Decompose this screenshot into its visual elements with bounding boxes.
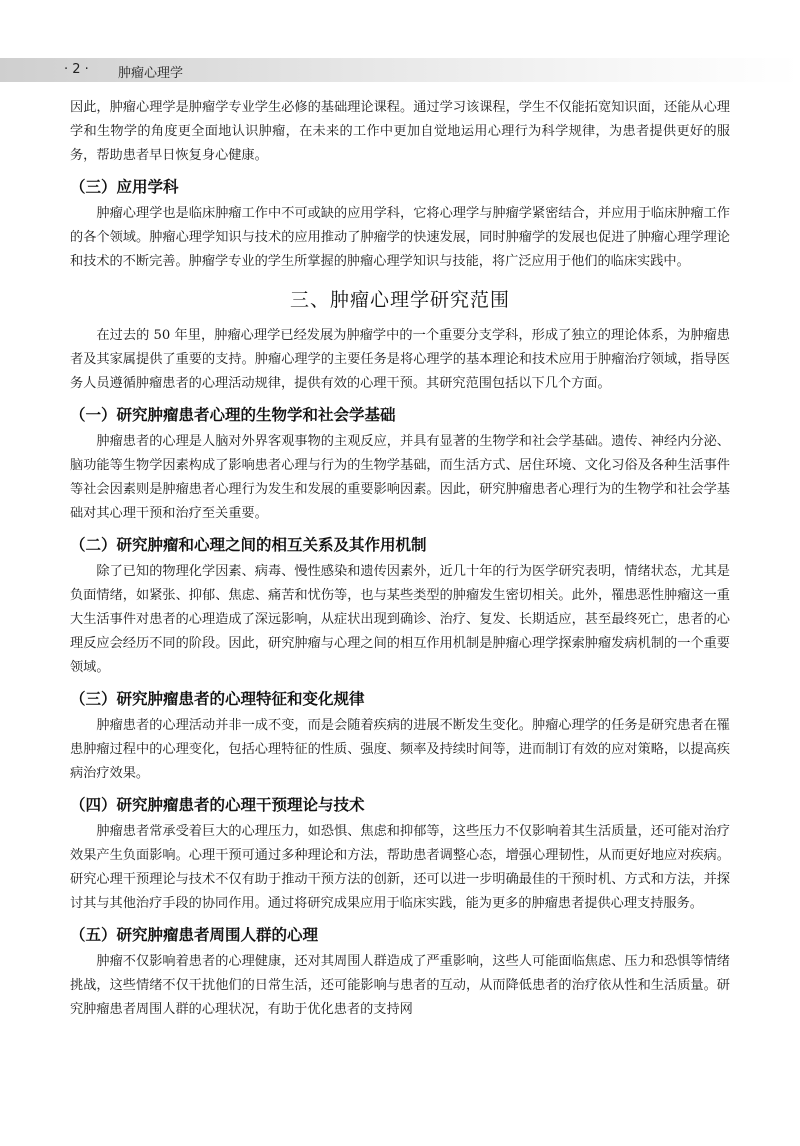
intro-paragraph: 因此，肿瘤心理学是肿瘤学专业学生必修的基础理论课程。通过学习该课程，学生不仅能拓宽知识面，还能从心理学和生物学的角度更全面地认识肿瘤，在未来的工作中更加自觉地运用心理行为科学规律，为患者提供更好的服务，帮助患者早日恢复身心健康。 (70, 100, 730, 163)
subsection-paragraph: 肿瘤患者的心理活动并非一成不变，而是会随着疾病的进展不断发生变化。肿瘤心理学的任务是研究患者在罹患肿瘤过程中的心理变化，包括心理特征的性质、强度、频率及持续时间等，进而制订有效的应对策略，以提高疾病治疗效果。 (70, 718, 730, 781)
running-header (0, 58, 800, 82)
subsection-heading: （一）研究肿瘤患者心理的生物学和社会学基础 (70, 406, 396, 424)
subsection-paragraph: 除了已知的物理化学因素、病毒、慢性感染和遗传因素外，近几十年的行为医学研究表明，情绪状态，尤其是负面情绪，如紧张、抑郁、焦虑、痛苦和忧伤等，也与某些类型的肿瘤发生密切相关。此外，罹患恶性肿瘤这一重大生活事件对患者的心理造成了深远影响，从症状出现到确诊、治疗、复发、长期适应，甚至最终死亡，患者的心理反应会经历不同的阶段。因此，研究肿瘤与心理之间的相互作用机制是肿瘤心理学探索肿瘤发病机制的一个重要领域。 (70, 564, 730, 675)
applied-discipline-paragraph: 肿瘤心理学也是临床肿瘤工作中不可或缺的应用学科，它将心理学与肿瘤学紧密结合，并应用于临床肿瘤工作的各个领域。肿瘤心理学知识与技术的应用推动了肿瘤学的快速发展，同时肿瘤学的发展也促进了肿瘤心理学理论和技术的不断完善。肿瘤学专业的学生所掌握的肿瘤心理学知识与技能，将广泛应用于他们的临床实践中。 (70, 206, 730, 269)
subsection-heading: （五）研究肿瘤患者周围人群的心理 (70, 926, 319, 944)
subsection-heading: （二）研究肿瘤和心理之间的相互关系及其作用机制 (70, 536, 427, 554)
subsection-heading: （四）研究肿瘤患者的心理干预理论与技术 (70, 796, 365, 814)
section-heading: 三、肿瘤心理学研究范围 (289, 289, 510, 311)
page-body (70, 96, 730, 1022)
subsection-paragraph: 肿瘤不仅影响着患者的心理健康，还对其周围人群造成了严重影响，这些人可能面临焦虑、压力和恐惧等情绪挑战，这些情绪不仅干扰他们的日常生活，还可能影响与患者的互动，从而降低患者的治疗依从性和生活质量。研究肿瘤患者周围人群的心理状况，有助于优化患者的支持网 (70, 954, 730, 1017)
section-intro-paragraph: 在过去的 50 年里，肿瘤心理学已经发展为肿瘤学中的一个重要分支学科，形成了独立的理论体系，为肿瘤患者及其家属提供了重要的支持。肿瘤心理学的主要任务是将心理学的基本理论和技术应用于肿瘤治疗领域，指导医务人员遵循肿瘤患者的心理活动规律，提供有效的心理干预。其研究范围包括以下几个方面。 (70, 328, 730, 391)
subsection-paragraph: 肿瘤患者常承受着巨大的心理压力，如恐惧、焦虑和抑郁等，这些压力不仅影响着其生活质量，还可能对治疗效果产生负面影响。心理干预可通过多种理论和方法，帮助患者调整心态，增强心理韧性，从而更好地应对疾病。研究心理干预理论与技术不仅有助于推动干预方法的创新，还可以进一步明确最佳的干预时机、方式和方法，并探讨其与其他治疗手段的协同作用。通过将研究成果应用于临床实践，能为更多的肿瘤患者提供心理支持服务。 (70, 824, 730, 911)
page-number: · 2 · (64, 62, 89, 77)
subsection-paragraph: 肿瘤患者的心理是人脑对外界客观事物的主观反应，并具有显著的生物学和社会学基础。遗传、神经内分泌、脑功能等生物学因素构成了影响患者心理与行为的生物学基础，而生活方式、居住环境、文化习俗及各种生活事件等社会因素则是肿瘤患者心理行为发生和发展的重要影响因素。因此，研究肿瘤患者心理行为的生物学和社会学基础对其心理干预和治疗至关重要。 (70, 434, 730, 521)
subsection-heading: （三）研究肿瘤患者的心理特征和变化规律 (70, 690, 365, 708)
running-title: 肿瘤心理学 (118, 66, 184, 81)
applied-discipline-heading: （三）应用学科 (70, 178, 179, 196)
